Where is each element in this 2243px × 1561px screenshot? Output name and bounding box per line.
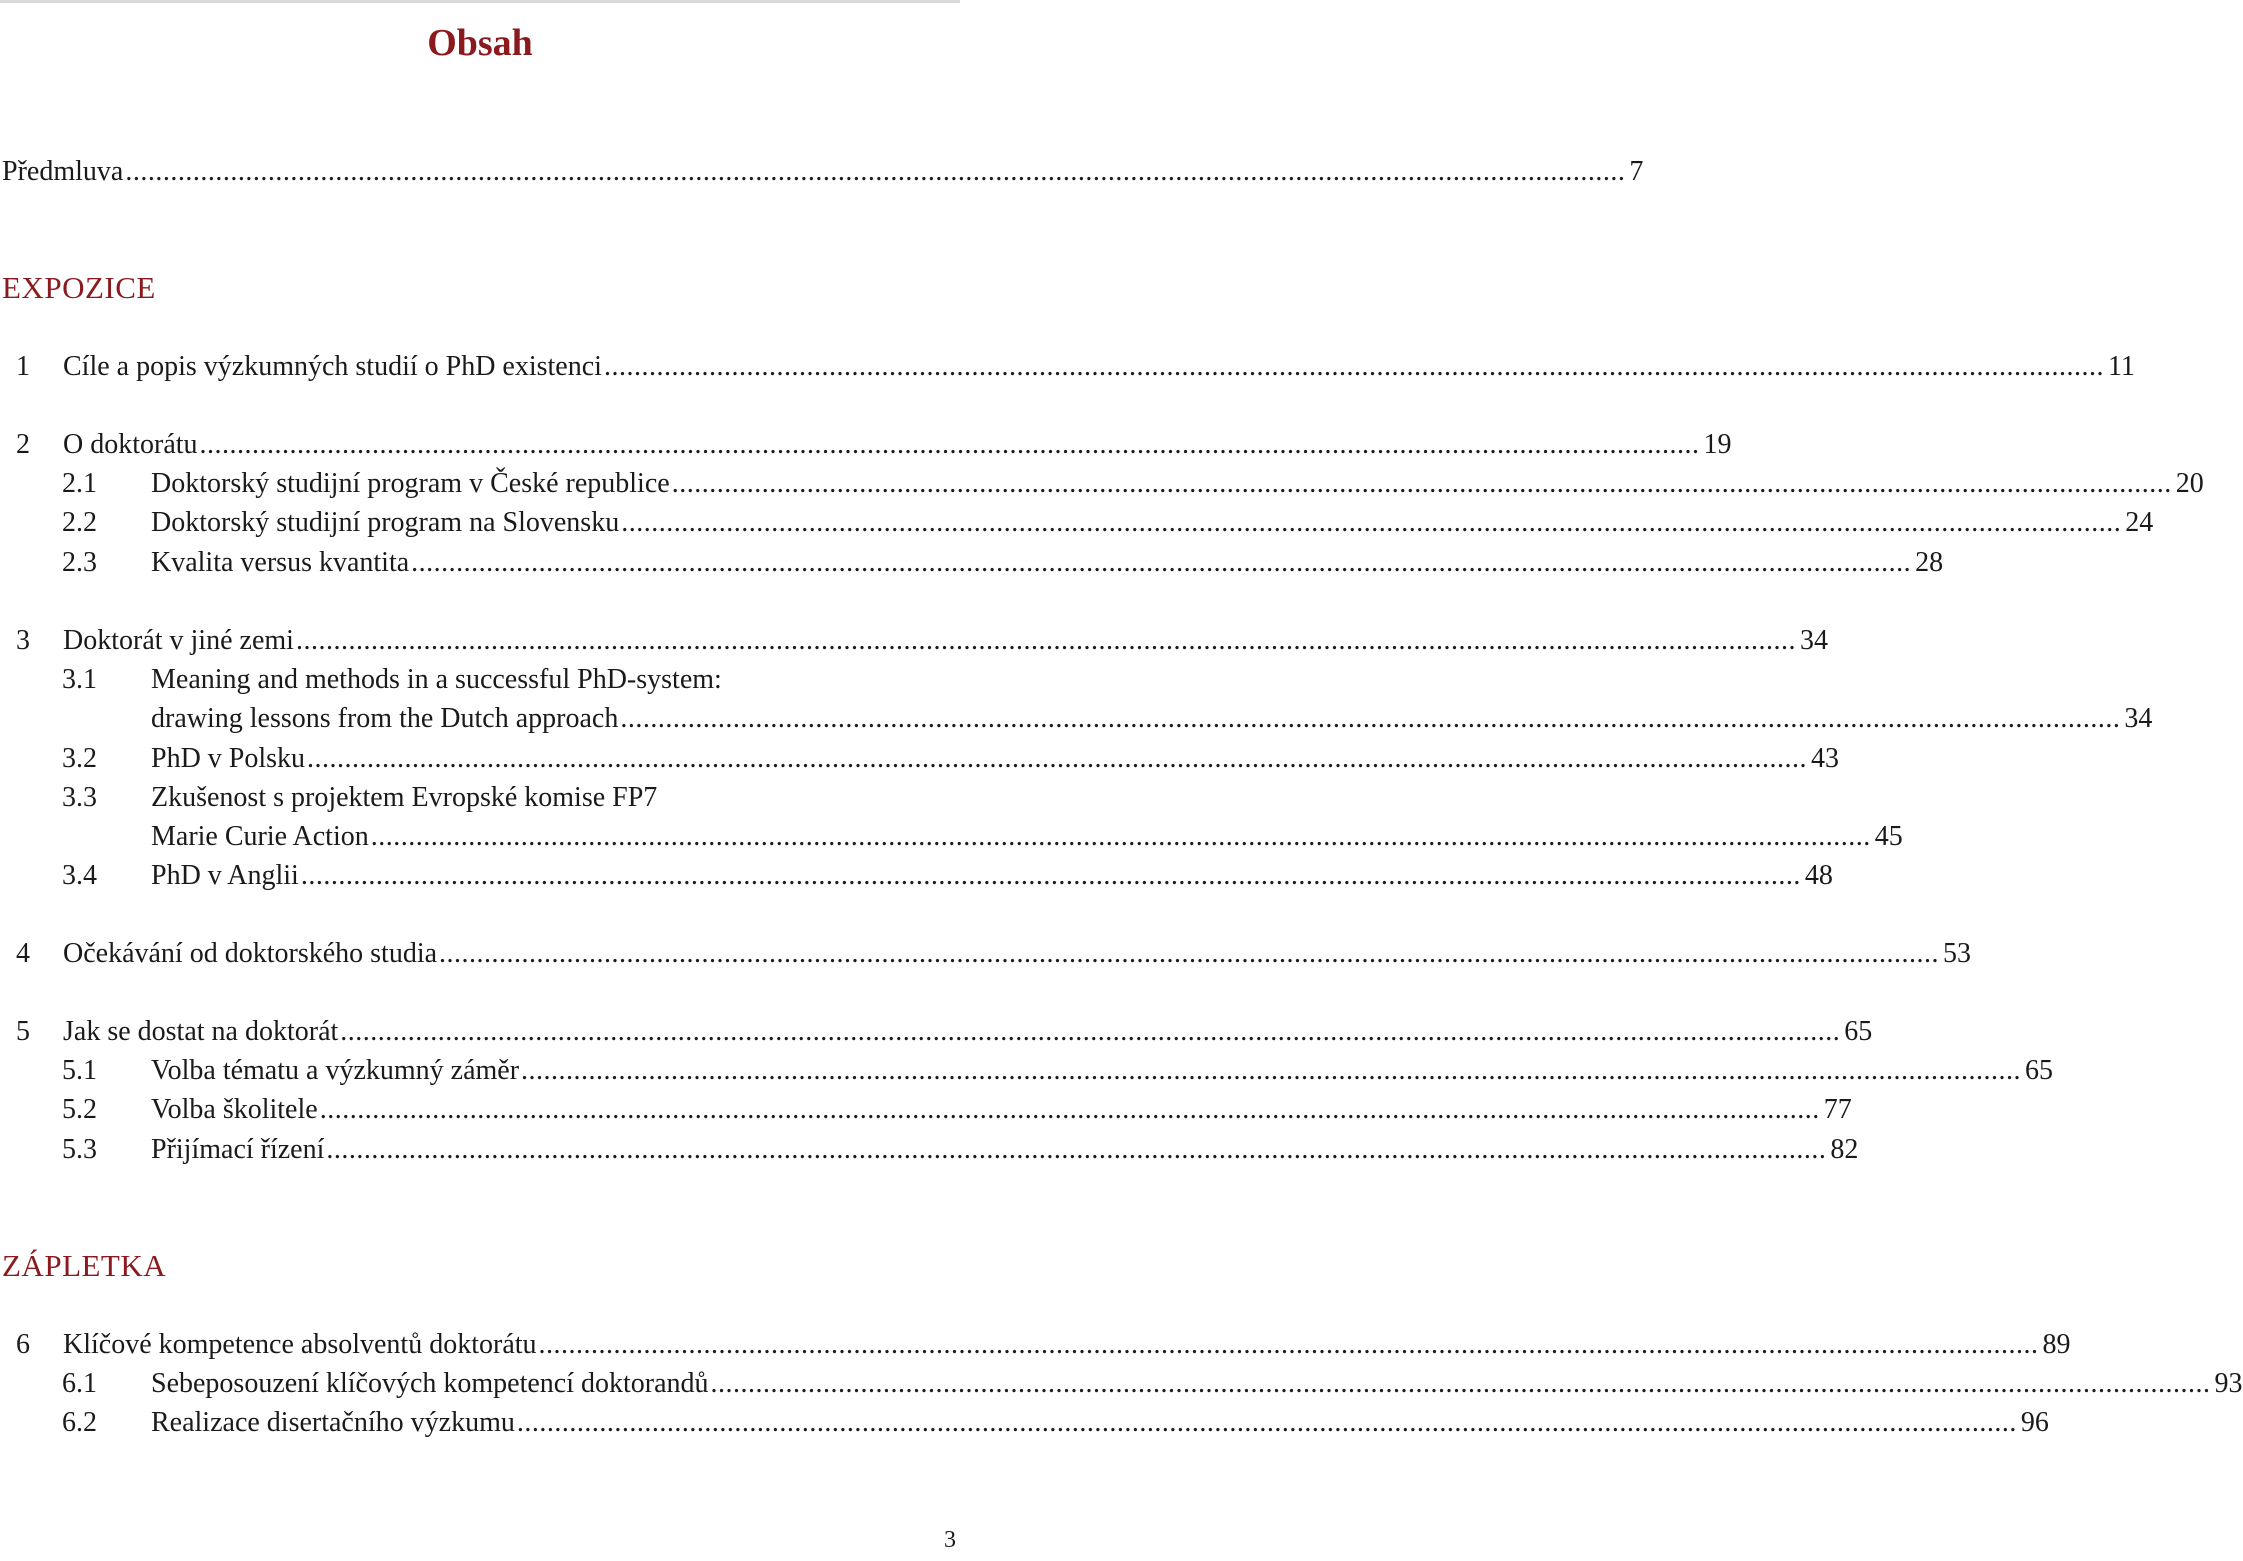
toc-entry[interactable]	[0, 1326, 2071, 1364]
toc-entry-page: 93	[2214, 1368, 2243, 1399]
page-title: Obsah	[427, 22, 533, 64]
dot-leader: ........................................................................................................................................................................................................	[538, 1329, 2039, 1360]
toc-entry-label: drawing lessons from the Dutch approach	[151, 703, 619, 734]
toc-subentry[interactable]	[0, 504, 2154, 542]
toc-entry-page: 65	[1844, 1016, 1873, 1047]
toc-entry-number: 3.4	[62, 860, 97, 891]
dot-leader: ........................................................................................................................................................................................................	[411, 547, 1912, 578]
toc-entry-page: 89	[2042, 1329, 2071, 1360]
dot-leader: ........................................................................................................................................................................................................	[307, 743, 1808, 774]
toc-entry-label: Volba školitele	[151, 1094, 318, 1125]
section-heading-expozice: EXPOZICE	[2, 270, 156, 305]
toc-entry[interactable]	[0, 426, 1732, 464]
toc-entry-number: 4	[16, 938, 30, 969]
dot-leader: ........................................................................................................................................................................................................	[319, 1094, 1820, 1125]
toc-entry-label: O doktorátu	[63, 429, 198, 460]
toc-entry-number: 5.2	[62, 1094, 97, 1125]
toc-entry-label: Marie Curie Action	[151, 821, 369, 852]
toc-entry-label: Zkušenost s projektem Evropské komise FP7	[151, 782, 658, 813]
toc-entry-label: Cíle a popis výzkumných studií o PhD existenci	[63, 351, 602, 382]
toc-entry-page: 24	[2125, 507, 2154, 538]
dot-leader: ........................................................................................................................................................................................................	[370, 821, 1871, 852]
dot-leader: ........................................................................................................................................................................................................	[199, 429, 1700, 460]
toc-entry[interactable]	[0, 935, 1972, 973]
toc-entry-label: PhD v Polsku	[151, 743, 306, 774]
toc-entry-number: 3.1	[62, 664, 97, 695]
dot-leader: ........................................................................................................................................................................................................	[295, 625, 1796, 656]
toc-entry-label: Doktorát v jiné zemi	[63, 625, 294, 656]
toc-entry-label: Meaning and methods in a successful PhD-system:	[151, 664, 722, 695]
toc-entry-label: Předmluva	[2, 156, 124, 187]
dot-leader: ........................................................................................................................................................................................................	[340, 1016, 1841, 1047]
toc-entry-number: 5.3	[62, 1134, 97, 1165]
toc-entry-label: Doktorský studijní program na Slovensku	[151, 507, 620, 538]
section-heading-zapletka: ZÁPLETKA	[2, 1248, 167, 1283]
toc-entry-label: Klíčové kompetence absolventů doktorátu	[63, 1329, 537, 1360]
toc-entry-label: Přijímací řízení	[151, 1134, 325, 1165]
toc-entry-page: 7	[1629, 156, 1644, 187]
toc-entry-page: 28	[1915, 547, 1944, 578]
toc-entry-page: 82	[1830, 1134, 1859, 1165]
toc-subentry[interactable]	[0, 818, 1903, 856]
toc-entry-preface[interactable]	[0, 153, 1644, 191]
dot-leader: ........................................................................................................................................................................................................	[671, 468, 2172, 499]
toc-entry-number: 3	[16, 625, 30, 656]
toc-entry-number: 5	[16, 1016, 30, 1047]
dot-leader: ........................................................................................................................................................................................................	[603, 351, 2104, 382]
toc-subentry[interactable]	[0, 1365, 2243, 1403]
toc-subentry[interactable]	[0, 465, 2204, 503]
toc-entry-number: 2	[16, 429, 30, 460]
toc-subentry[interactable]	[0, 1131, 1859, 1169]
toc-entry-page: 34	[1799, 625, 1828, 656]
page-number: 3	[944, 1527, 956, 1553]
toc-entry-label: PhD v Anglii	[151, 860, 299, 891]
toc-entry-page: 65	[2025, 1055, 2054, 1086]
toc-subentry[interactable]	[0, 1404, 2049, 1442]
toc-entry[interactable]	[0, 348, 2135, 386]
toc-entry-page: 77	[1823, 1094, 1852, 1125]
toc-entry-label: Jak se dostat na doktorát	[63, 1016, 339, 1047]
toc-entry-number: 3.3	[62, 782, 97, 813]
toc-entry-page: 45	[1874, 821, 1903, 852]
toc-entry-number: 2.2	[62, 507, 97, 538]
toc-entry[interactable]	[0, 622, 1828, 660]
toc-entry-number: 6	[16, 1329, 30, 1360]
toc-entry-number: 5.1	[62, 1055, 97, 1086]
dot-leader: ........................................................................................................................................................................................................	[300, 860, 1801, 891]
dot-leader: ........................................................................................................................................................................................................	[521, 1055, 2022, 1086]
toc-subentry[interactable]	[0, 857, 1833, 895]
toc-subentry[interactable]	[0, 700, 2153, 738]
toc-entry-label: Sebeposouzení klíčových kompetencí doktorandů	[151, 1368, 709, 1399]
toc-entry-page: 20	[2175, 468, 2204, 499]
toc-entry-label: Očekávání od doktorského studia	[63, 938, 438, 969]
dot-leader: ........................................................................................................................................................................................................	[710, 1368, 2211, 1399]
toc-entry-label: Volba tématu a výzkumný záměr	[151, 1055, 520, 1086]
dot-leader: ........................................................................................................................................................................................................	[439, 938, 1940, 969]
toc-entry-number: 6.2	[62, 1407, 97, 1438]
toc-subentry[interactable]	[0, 1091, 1852, 1129]
toc-entry-number: 3.2	[62, 743, 97, 774]
toc-entry-page: 43	[1811, 743, 1840, 774]
dot-leader: ........................................................................................................................................................................................................	[621, 507, 2122, 538]
dot-leader: ........................................................................................................................................................................................................	[516, 1407, 2017, 1438]
dot-leader: ........................................................................................................................................................................................................	[125, 156, 1626, 187]
toc-subentry[interactable]	[0, 740, 1840, 778]
toc-entry-number: 2.1	[62, 468, 97, 499]
toc-entry-label: Realizace disertačního výzkumu	[151, 1407, 515, 1438]
toc-entry-page: 53	[1943, 938, 1972, 969]
toc-entry-page: 19	[1703, 429, 1732, 460]
toc-entry-number: 1	[16, 351, 30, 382]
toc-entry-number: 2.3	[62, 547, 97, 578]
toc-entry-page: 34	[2124, 703, 2153, 734]
top-rule	[0, 0, 960, 3]
toc-entry-label: Doktorský studijní program v České republice	[151, 468, 670, 499]
toc-entry-label: Kvalita versus kvantita	[151, 547, 410, 578]
dot-leader: ........................................................................................................................................................................................................	[620, 703, 2121, 734]
toc-subentry[interactable]	[0, 1052, 2054, 1090]
toc-subentry-line1[interactable]	[0, 779, 960, 817]
toc-entry-page: 96	[2020, 1407, 2049, 1438]
toc-subentry-line1[interactable]	[0, 661, 960, 699]
dot-leader: ........................................................................................................................................................................................................	[326, 1134, 1827, 1165]
toc-subentry[interactable]	[0, 544, 1944, 582]
toc-entry-number: 6.1	[62, 1368, 97, 1399]
toc-entry[interactable]	[0, 1013, 1873, 1051]
toc-entry-page: 48	[1804, 860, 1833, 891]
toc-entry-page: 11	[2107, 351, 2135, 382]
